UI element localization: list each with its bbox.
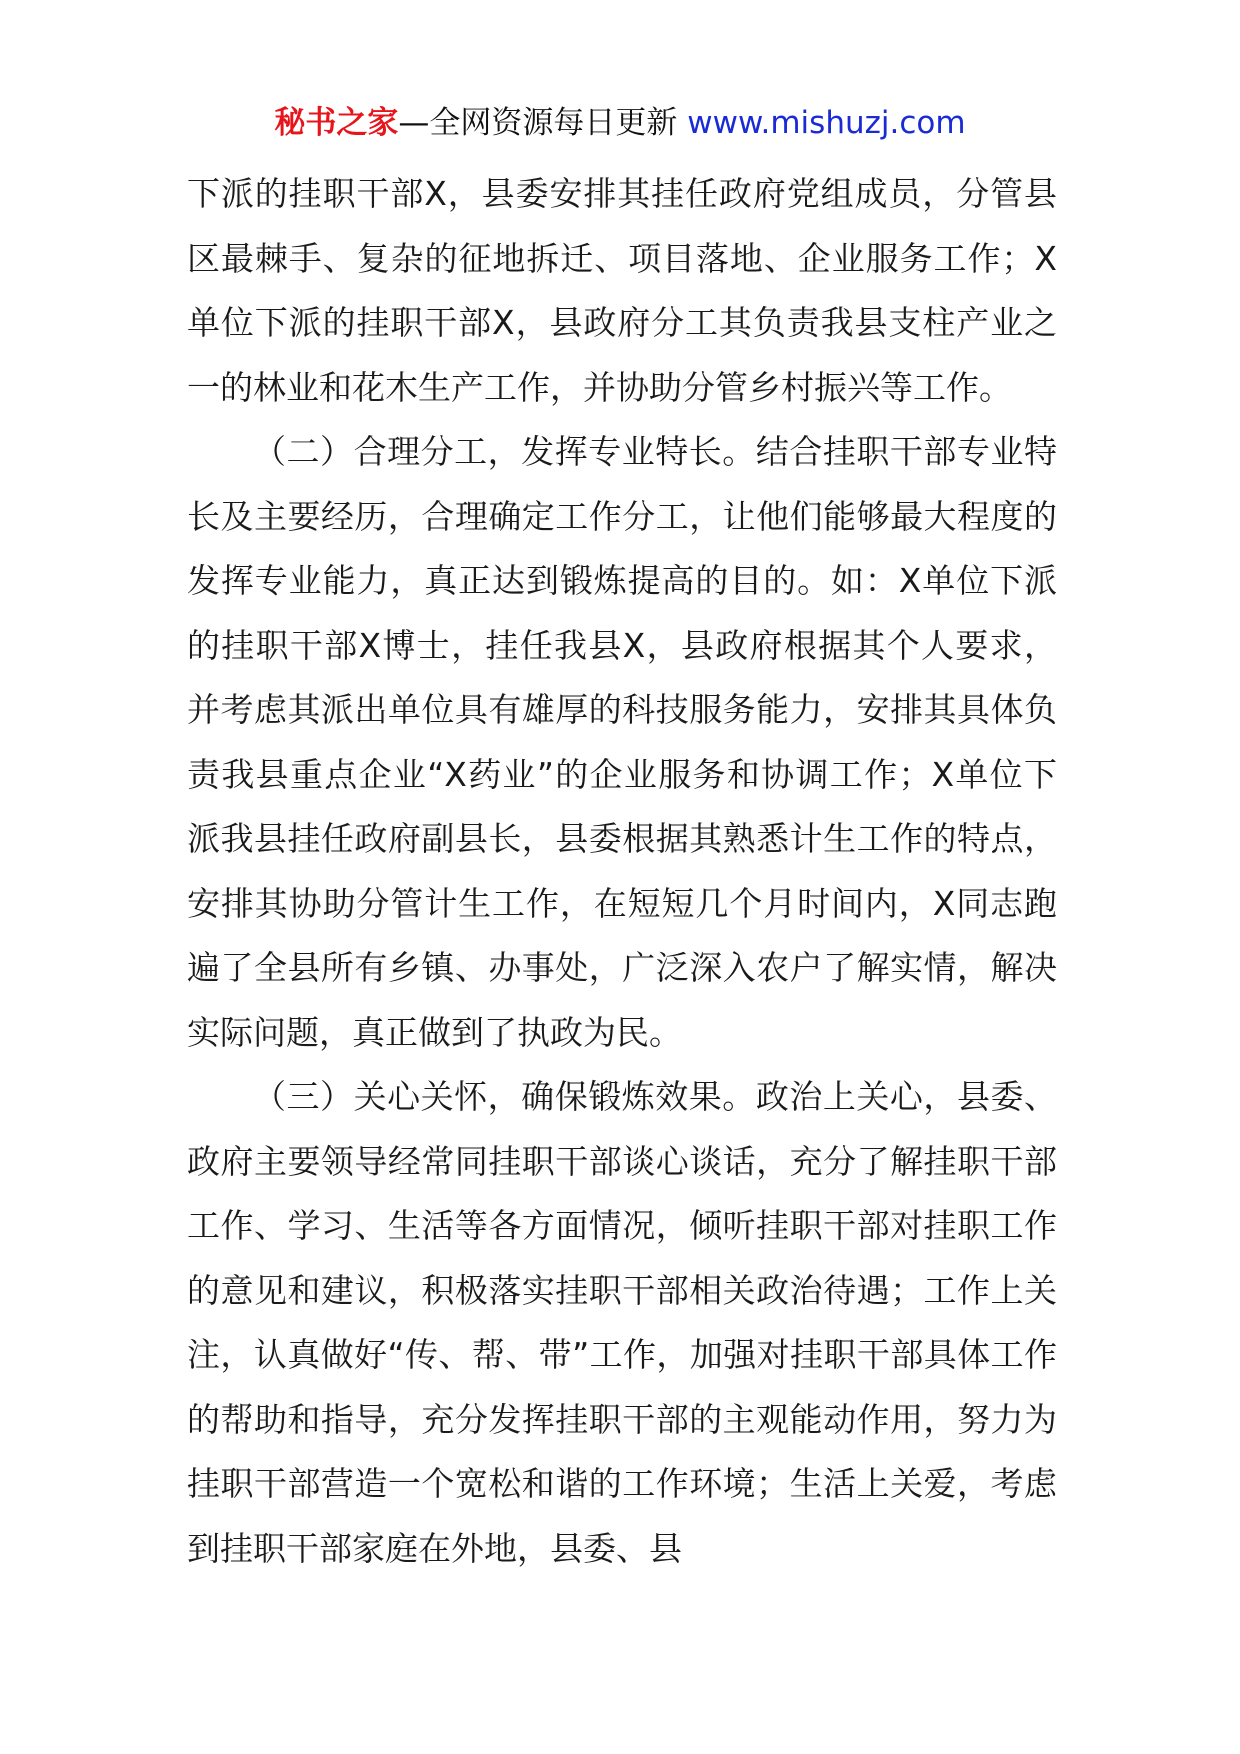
page-header [0,100,1240,146]
paragraph-section-3: （三）关心关怀，确保锻炼效果。政治上关心，县委、政府主要领导经常同挂职干部谈心谈话，充分了解挂职干部工作、学习、生活等各方面情况，倾听挂职干部对挂职工作的意见和建议，积极落实挂职干部相关政治待遇；工作上关注，认真做好“传、帮、带”工作，加强对挂职干部具体工作的帮助和指导，充分发挥挂职干部的主观能动作用，努力为挂职干部营造一个宽松和谐的工作环境；生活上关爱，考虑到挂职干部家庭在外地，县委、县 [187,1077,1057,1568]
header-url-link[interactable]: www.mishuzj.com [687,105,966,141]
header-brand: 秘书之家 [274,105,399,141]
paragraph-continued: 下派的挂职干部X，县委安排其挂任政府党组成员，分管县区最棘手、复杂的征地拆迁、项目落地、企业服务工作；X单位下派的挂职干部X，县政府分工其负责我县支柱产业之一的林业和花木生产工作，并协助分管乡村振兴等工作。 [187,174,1057,407]
header-tagline: —全网资源每日更新 [398,105,678,141]
document-body [187,162,1057,1581]
paragraph-section-2: （二）合理分工，发挥专业特长。结合挂职干部专业特长及主要经历，合理确定工作分工，让他们能够最大程度的发挥专业能力，真正达到锻炼提高的目的。如：X单位下派的挂职干部X博士，挂任我县X，县政府根据其个人要求，并考虑其派出单位具有雄厚的科技服务能力，安排其具体负责我县重点企业“X药业”的企业服务和协调工作；X单位下派我县挂任政府副县长，县委根据其熟悉计生工作的特点，安排其协助分管计生工作，在短短几个月时间内，X同志跑遍了全县所有乡镇、办事处，广泛深入农户了解实情，解决实际问题，真正做到了执政为民。 [187,432,1057,1052]
